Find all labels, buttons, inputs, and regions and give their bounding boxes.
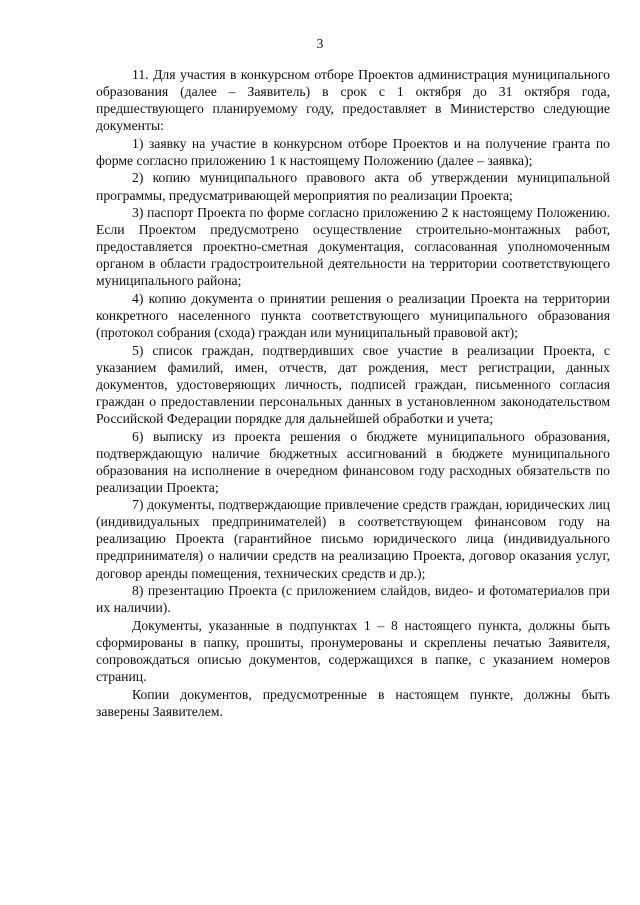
paragraph-item-1: 1) заявку на участие в конкурсном отборе Проектов и на получение гранта по форме согласно приложению 1 к настоящему Положению (далее – заявка);	[96, 135, 610, 168]
paragraph-item-3: 3) паспорт Проекта по форме согласно приложению 2 к настоящему Положению. Если Проектом предусмотрено осуществление строительно-монтажных работ, предоставляется проектно-сметная документация, согласованная уполномоченным органом в области градостроительной деятельности на территории соответствующего муниципального района;	[96, 205, 610, 289]
paragraph-item-2: 2) копию муниципального правового акта об утверждении муниципальной программы, предусматривающей мероприятия по реализации Проекта;	[96, 170, 610, 203]
paragraph-item-5: 5) список граждан, подтвердивших свое участие в реализации Проекта, с указанием фамилий, имен, отчеств, дат рождения, мест регистрации, данных документов, удостоверяющих личность, подписей граждан, письменного согласия граждан о предоставлении персональных данных в установленном законодательством Российской Федерации порядке для дальнейшей обработки и учета;	[96, 342, 610, 426]
paragraph-intro: 11. Для участия в конкурсном отборе Проектов администрация муниципального образования (далее – Заявитель) в срок с 1 октября до 31 октября года, предшествующего планируемому году, предоставляет в Министерство следующие документы:	[96, 67, 610, 134]
paragraph-item-8: 8) презентацию Проекта (с приложением слайдов, видео- и фотоматериалов при их наличии).	[96, 583, 610, 616]
paragraph-copies-note: Копии документов, предусмотренные в настоящем пункте, должны быть заверены Заявителем.	[96, 686, 610, 719]
page-number: 3	[316, 36, 324, 51]
document-body	[96, 66, 610, 720]
paragraph-documents-note: Документы, указанные в подпунктах 1 – 8 настоящего пункта, должны быть сформированы в папку, прошиты, пронумерованы и скреплены печатью Заявителя, сопровождаться описью документов, содержащихся в папке, с указанием номеров страниц.	[96, 617, 610, 684]
paragraph-item-4: 4) копию документа о принятии решения о реализации Проекта на территории конкретного населенного пункта соответствующего муниципального образования (протокол собрания (схода) граждан или муниципальный правовой акт);	[96, 290, 610, 341]
paragraph-item-7: 7) документы, подтверждающие привлечение средств граждан, юридических лиц (индивидуальных предпринимателей) в соответствующем финансовом году на реализацию Проекта (гарантийное письмо юридического лица (индивидуального предпринимателя) о наличии средств на реализацию Проекта, договор оказания услуг, договор аренды помещения, технических средств и др.);	[96, 497, 610, 581]
paragraph-item-6: 6) выписку из проекта решения о бюджете муниципального образования, подтверждающую наличие бюджетных ассигнований в бюджете муниципального образования на исполнение в очередном финансовом году расходных обязательств по реализации Проекта;	[96, 428, 610, 495]
